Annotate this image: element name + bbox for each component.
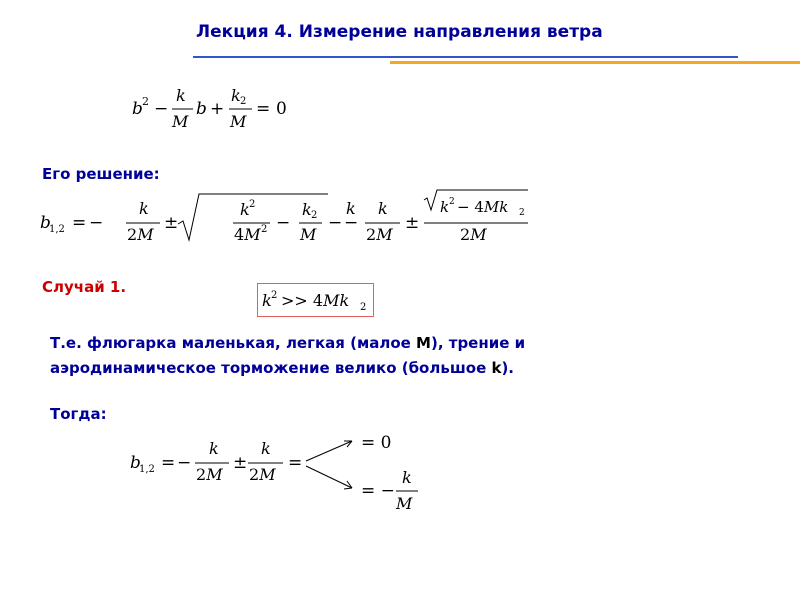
svg-text:k: k: [302, 200, 312, 219]
then-heading: Тогда:: [50, 405, 107, 423]
svg-text:k: k: [209, 439, 219, 458]
explanation-line-1: Т.е. флюгарка маленькая, легкая (малое М), трение и: [50, 334, 526, 352]
svg-text:k: k: [346, 199, 356, 218]
explanation-paragraph: [50, 331, 525, 381]
svg-text:2: 2: [142, 95, 149, 108]
svg-text:M: M: [172, 112, 189, 131]
svg-text:k: k: [139, 199, 149, 218]
svg-text:2M: 2M: [460, 225, 487, 244]
svg-text:2: 2: [449, 197, 455, 207]
svg-text:1,2: 1,2: [49, 224, 65, 235]
svg-text:=: =: [288, 453, 303, 473]
svg-text:M: M: [300, 225, 317, 244]
svg-text:=: =: [161, 453, 176, 473]
svg-text:2: 2: [360, 302, 367, 313]
svg-text:= 0: = 0: [361, 433, 392, 453]
slide-title: Лекция 4. Измерение направления ветра: [196, 22, 603, 42]
svg-text:2: 2: [249, 199, 256, 210]
svg-text:2M: 2M: [249, 465, 276, 484]
svg-text:M: M: [230, 112, 247, 131]
svg-text:2: 2: [271, 290, 278, 301]
svg-text:k: k: [402, 468, 412, 487]
svg-text:b: b: [196, 99, 207, 119]
solution-formula: [38, 188, 525, 250]
svg-text:b: b: [130, 453, 141, 473]
svg-text:−: −: [154, 99, 169, 119]
case-heading: Случай 1.: [42, 278, 127, 296]
solution-heading: Его решение:: [42, 165, 160, 183]
svg-text:2M: 2M: [127, 225, 154, 244]
svg-text:0: 0: [276, 99, 287, 119]
svg-text:− 4Mk: − 4Mk: [457, 198, 509, 216]
svg-text:>> 4Mk: >> 4Mk: [281, 291, 350, 310]
quadratic-equation: [130, 84, 300, 134]
svg-text:−: −: [344, 213, 359, 233]
svg-text:−: −: [328, 213, 343, 233]
svg-text:2: 2: [519, 208, 525, 218]
svg-text:M: M: [396, 494, 413, 513]
case-condition-formula: [258, 284, 374, 316]
svg-text:−: −: [177, 453, 192, 473]
svg-text:2: 2: [240, 96, 247, 107]
svg-text:1,2: 1,2: [139, 464, 155, 475]
title-rule-blue: [193, 56, 738, 58]
svg-text:±: ±: [405, 213, 420, 233]
svg-text:2M: 2M: [196, 465, 223, 484]
svg-text:k: k: [378, 199, 388, 218]
svg-text:±: ±: [233, 453, 248, 473]
svg-text:±: ±: [164, 213, 179, 233]
svg-text:k: k: [176, 86, 186, 105]
svg-text:b: b: [40, 213, 51, 233]
svg-text:4M: 4M: [234, 225, 261, 244]
svg-text:−: −: [276, 213, 291, 233]
result-formula: [128, 428, 428, 518]
svg-text:=: =: [256, 99, 271, 119]
title-rule-orange: [390, 61, 800, 64]
svg-text:k: k: [261, 439, 271, 458]
svg-text:b: b: [132, 99, 143, 119]
explanation-line-2: аэродинамическое торможение велико (большое k).: [50, 359, 515, 377]
svg-text:2: 2: [311, 210, 318, 221]
svg-text:k: k: [440, 198, 450, 216]
svg-text:= −: = −: [361, 481, 395, 501]
svg-text:k: k: [240, 200, 250, 219]
svg-text:2M: 2M: [366, 225, 393, 244]
svg-text:2: 2: [261, 224, 268, 235]
svg-text:k: k: [262, 291, 272, 310]
svg-text:+: +: [210, 99, 225, 119]
svg-text:k: k: [231, 86, 241, 105]
svg-text:=: =: [72, 213, 87, 233]
svg-text:−: −: [89, 213, 104, 233]
